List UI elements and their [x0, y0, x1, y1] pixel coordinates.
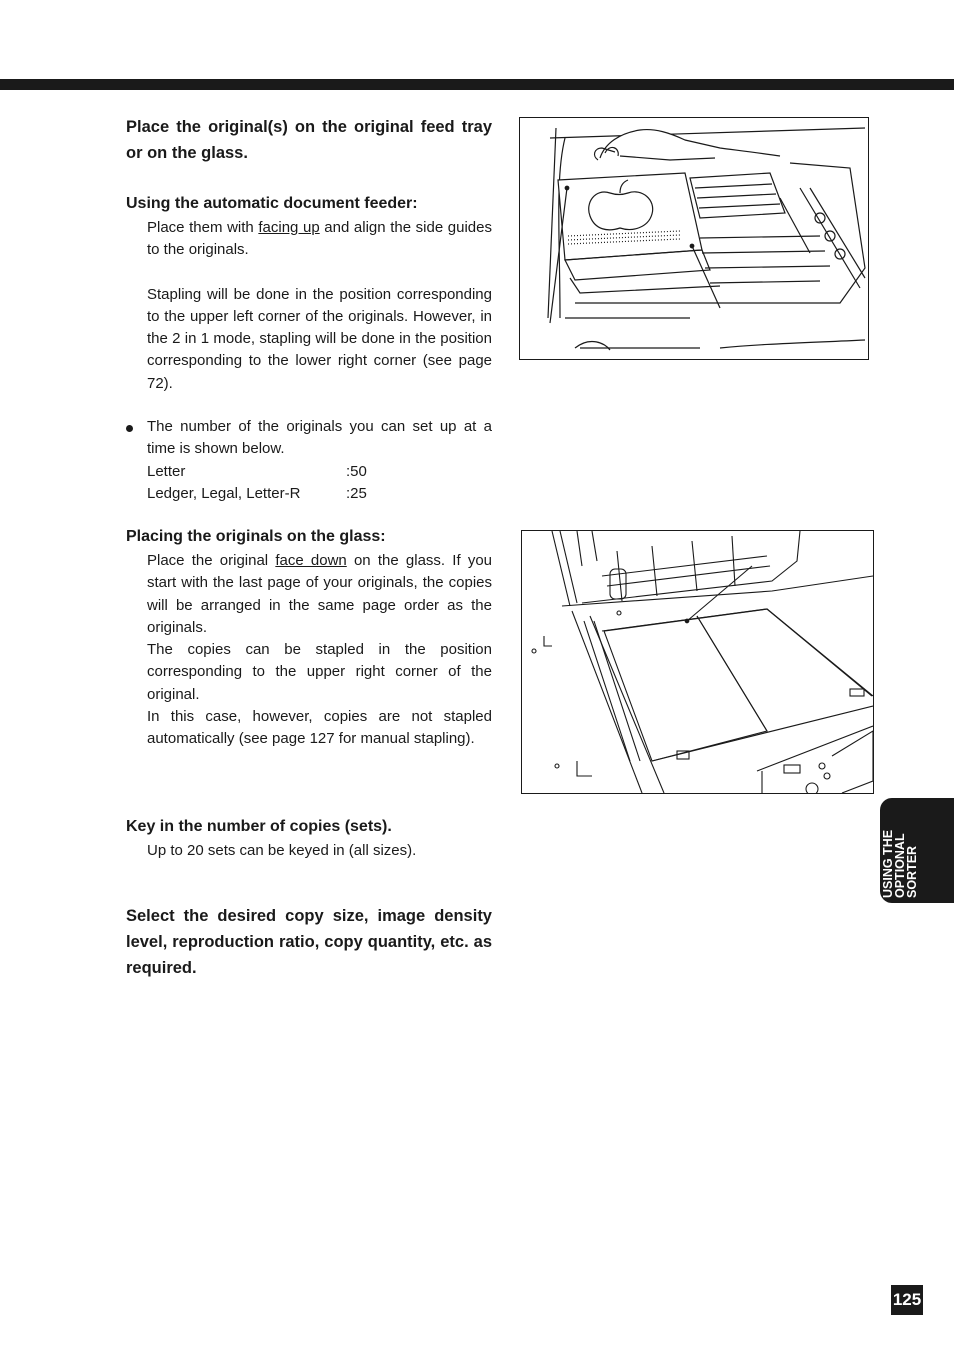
side-tab-label [882, 806, 918, 898]
glass-p1-text: Place the original [147, 552, 276, 569]
step-3-heading: Select the desired copy size, image density level, reproduction ratio, copy quantity, etc. as required. [126, 907, 492, 977]
adf-section [126, 193, 492, 505]
step-1-heading: Place the original(s) on the original feed tray or on the glass. [126, 118, 492, 162]
step-1-section [126, 114, 492, 166]
glass-paragraph-1 [126, 550, 492, 639]
size-name: Letter [147, 462, 186, 480]
size-count: :25 [346, 484, 367, 502]
adf-paragraph-1 [126, 217, 492, 262]
adf-bullet [126, 416, 492, 461]
size-row [126, 483, 492, 505]
step-2-note: Up to 20 sets can be keyed in (all sizes). [147, 842, 417, 859]
step-2-heading: Key in the number of copies (sets). [126, 818, 392, 835]
adf-illustration [519, 117, 869, 360]
step-3-section [126, 903, 492, 981]
glass-illustration [521, 530, 874, 794]
section-side-tab [880, 798, 954, 903]
side-tab-line: SORTER [905, 845, 919, 898]
bullet-icon [126, 425, 133, 432]
header-rule [0, 79, 954, 90]
adf-p1-text-end: and align the side guides to the originals. [147, 219, 492, 259]
side-tab-line: USING THE [881, 829, 895, 898]
size-name: Ledger, Legal, Letter-R [147, 484, 301, 502]
glass-paragraph-3: In this case, however, copies are not stapled automatically (see page 127 for manual stapling). [147, 708, 492, 748]
adf-heading: Using the automatic document feeder: [126, 195, 418, 212]
glass-p1-text-end: on the glass. If you start with the last page of your originals, the copies will be arranged in the same page order as the originals. [147, 552, 492, 636]
page-number: 125 [891, 1285, 923, 1315]
side-tab-line: OPTIONAL [893, 833, 907, 898]
adf-bullet-text: The number of the originals you can set up at a time is shown below. [147, 418, 492, 458]
adf-paragraph-2: Stapling will be done in the position corresponding to the upper left corner of the originals. However, in the 2 in 1 mode, stapling will be done in the position corresponding to the lower right corner (see page 72). [147, 285, 492, 392]
adf-p1-text: Place them with [147, 219, 259, 236]
adf-facing-up: facing up [258, 219, 320, 236]
glass-section [126, 526, 492, 751]
size-row [126, 461, 492, 483]
glass-paragraph-2: The copies can be stapled in the position corresponding to the upper right corner of the original. [147, 641, 492, 703]
glass-heading: Placing the originals on the glass: [126, 528, 386, 545]
size-count: :50 [346, 462, 367, 480]
glass-face-down: face down [275, 552, 347, 569]
step-2-section [126, 816, 492, 862]
